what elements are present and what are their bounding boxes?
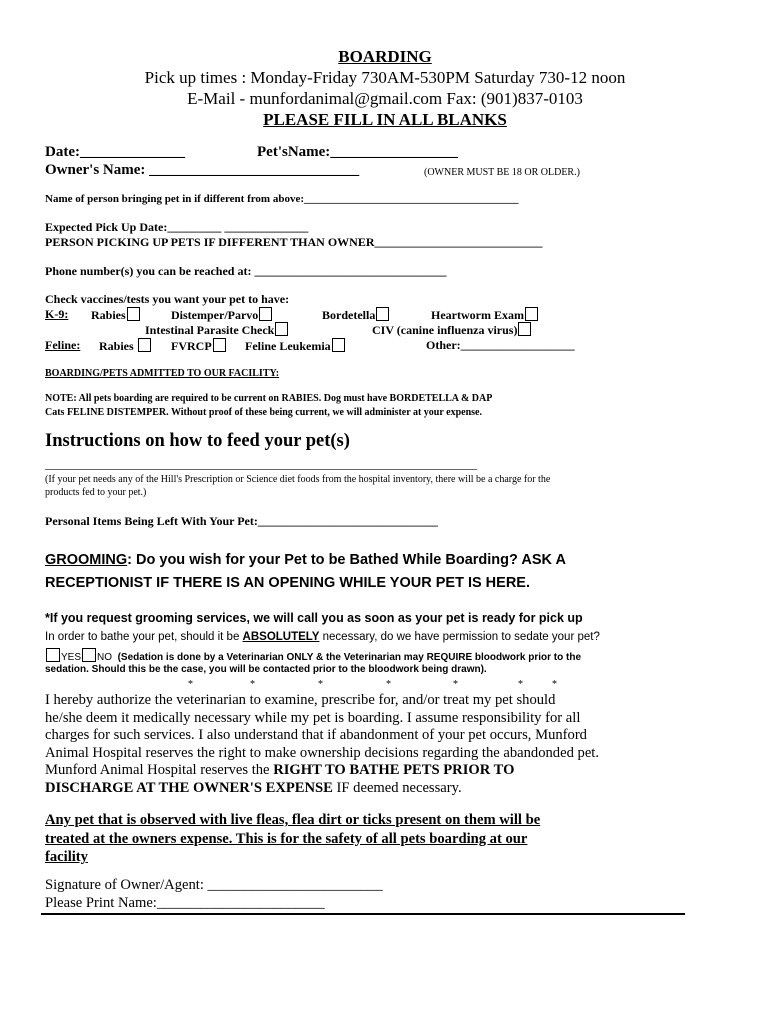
sedation-no-label: NO	[97, 652, 113, 663]
owner-name-field[interactable]	[45, 162, 359, 179]
date-field[interactable]	[45, 144, 185, 161]
authorization-paragraph: I hereby authorize the veterinarian to examine, prescribe for, and/or treat my pet should he/she deem it medically necessary while my pet is boarding. I assume responsibility for all charges for such services. I also understand that if abandonment of your pet occurs, Munford Animal Hospital reserves the right to make ownership decisions regarding the abandonded pet. Munford Animal Hospital reserves the RIGHT TO BATHE PETS PRIOR TO DISCHARGE AT THE OWNER'S EXPENSE IF deemed necessary.	[45, 692, 600, 796]
personal-items-field[interactable]: Personal Items Being Left With Your Pet:______________________________	[45, 514, 438, 528]
feeding-note-line1: (If your pet needs any of the Hill's Prescription or Science diet foods from the hospital inventory, there will be a charge for the	[45, 474, 551, 485]
grooming-question-line2: RECEPTIONIST IF THERE IS AN OPENING WHILE YOUR PET IS HERE.	[45, 575, 530, 591]
pickup-times: Pick up times : Monday-Friday 730AM-530PM Saturday 730-12 noon	[144, 68, 626, 87]
feline-rabies-option[interactable]: Rabies	[99, 338, 152, 354]
phone-field[interactable]: Phone number(s) you can be reached at: ________________________________	[45, 264, 447, 278]
owner-age-note: (OWNER MUST BE 18 OR OLDER.)	[424, 167, 580, 178]
form-title: BOARDING	[338, 47, 432, 66]
k9-rabies-checkbox[interactable]	[127, 307, 140, 321]
vaccine-note-line2: Cats FELINE DISTEMPER. Without proof of these being current, we will administer at your expense.	[45, 407, 482, 418]
person-picking-up-field[interactable]: PERSON PICKING UP PETS IF DIFFERENT THAN OWNER____________________________	[45, 235, 543, 249]
k9-parasite-option[interactable]: Intestinal Parasite Check	[145, 322, 289, 338]
sedation-options-row	[45, 648, 581, 663]
fill-all-blanks: PLEASE FILL IN ALL BLANKS	[263, 110, 507, 129]
boarding-admitted-heading: BOARDING/PETS ADMITTED TO OUR FACILITY:	[45, 368, 280, 379]
separator-star: *	[552, 679, 557, 690]
sedation-note-line1: (Sedation is done by a Veterinarian ONLY & the Veterinarian may REQUIRE bloodwork prior to the	[117, 652, 582, 663]
k9-heartworm-checkbox[interactable]	[525, 307, 538, 321]
separator-star: *	[188, 679, 193, 690]
k9-civ-option[interactable]: CIV (canine influenza virus)	[372, 322, 532, 338]
sedation-question: In order to bathe your pet, should it be ABSOLUTELY necessary, do we have permission to sedate your pet?	[45, 631, 600, 643]
separator-star: *	[453, 679, 458, 690]
bringing-person-field[interactable]: Name of person bringing pet in if different from above:_______________________________________	[45, 193, 519, 205]
k9-parasite-checkbox[interactable]	[275, 322, 288, 336]
feline-label: Feline:	[45, 338, 81, 352]
pet-name-field[interactable]	[257, 144, 458, 161]
vaccine-note-line1: NOTE: All pets boarding are required to be current on RABIES. Dog must have BORDETELLA & DAP	[45, 393, 493, 404]
k9-civ-checkbox[interactable]	[518, 322, 531, 336]
separator-star: *	[318, 679, 323, 690]
pickup-date-field[interactable]: Expected Pick Up Date:_________ ______________	[45, 220, 309, 234]
owner-name-blank[interactable]: ____________________________	[149, 162, 360, 178]
sedation-yes-checkbox[interactable]	[46, 648, 60, 662]
signature-field[interactable]: Signature of Owner/Agent: ________________________	[45, 877, 383, 893]
contact-info: E-Mail - munfordanimal@gmail.com Fax: (901)837-0103	[187, 89, 583, 108]
date-blank[interactable]: ______________	[79, 144, 185, 160]
feline-other-field[interactable]: Other:___________________	[426, 338, 575, 352]
k9-distemper-option[interactable]: Distemper/Parvo	[171, 307, 273, 323]
separator-star: *	[518, 679, 523, 690]
feeding-instructions-blank[interactable]: ________________________________________________________________________	[45, 457, 477, 471]
k9-distemper-checkbox[interactable]	[259, 307, 272, 321]
separator-star: *	[386, 679, 391, 690]
feline-fvrcp-option[interactable]: FVRCP	[171, 338, 227, 354]
feline-fvrcp-checkbox[interactable]	[213, 338, 226, 352]
date-label: Date:	[45, 144, 80, 160]
feeding-note-line2: products fed to your pet.)	[45, 487, 147, 498]
k9-heartworm-option[interactable]: Heartworm Exam	[431, 307, 539, 323]
grooming-label: GROOMING	[45, 552, 128, 568]
sedation-yes-label: YES	[61, 652, 82, 663]
print-name-field[interactable]: Please Print Name:_______________________	[45, 895, 325, 911]
k9-label: K-9:	[45, 307, 69, 321]
feline-leukemia-option[interactable]: Feline Leukemia	[245, 338, 346, 354]
sedation-no-checkbox[interactable]	[82, 648, 96, 662]
feline-rabies-checkbox[interactable]	[138, 338, 151, 352]
sedation-note-line2: sedation. Should this be the case, you will be contacted prior to the bloodwork being drawn).	[45, 664, 487, 675]
pet-name-label: Pet'sName:	[257, 144, 331, 160]
flea-policy-paragraph: Any pet that is observed with live fleas, flea dirt or ticks present on them will be treated at the owners expense. This is for the safety of all pets boarding at our facility	[45, 812, 541, 865]
feline-leukemia-checkbox[interactable]	[332, 338, 345, 352]
k9-bordetella-checkbox[interactable]	[376, 307, 389, 321]
bottom-rule	[41, 913, 685, 915]
owner-name-label: Owner's Name:	[45, 162, 146, 178]
feeding-heading: Instructions on how to feed your pet(s)	[45, 431, 350, 451]
grooming-request-note: *If you request grooming services, we will call you as soon as your pet is ready for pick up	[45, 611, 583, 625]
separator-star: *	[250, 679, 255, 690]
k9-bordetella-option[interactable]: Bordetella	[322, 307, 390, 323]
pet-name-blank[interactable]: _________________	[330, 144, 458, 160]
grooming-question-line1: GROOMING: Do you wish for your Pet to be Bathed While Boarding? ASK A	[45, 552, 566, 568]
vaccines-heading: Check vaccines/tests you want your pet to have:	[45, 292, 290, 306]
k9-rabies-option[interactable]: Rabies	[91, 307, 141, 323]
